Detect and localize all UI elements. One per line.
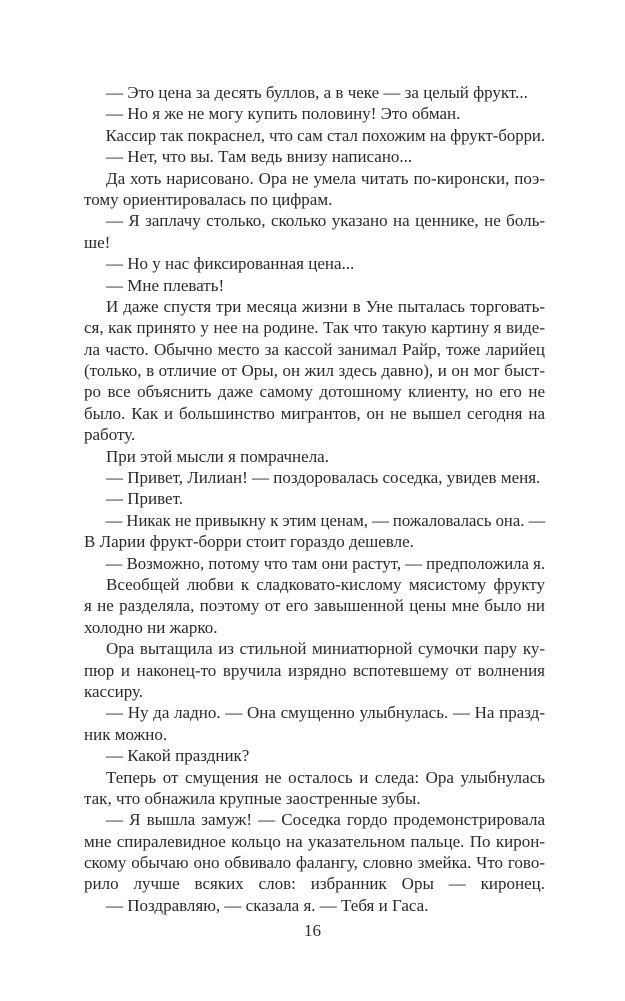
text-line: мне спиралевидное кольцо на указательном пальце. По кирон- [84,831,545,851]
text-line: — Я заплачу столько, сколько указано на ценнике, не боль- [106,211,545,231]
text-line: Всеобщей любви к сладковато-кислому мясистому фрукту [106,574,545,594]
text-line: Ора вытащила из стильной миниатюрной сумочки пару ку- [106,639,545,659]
text-line: — Привет. [106,489,183,509]
page-number: 16 [304,921,321,940]
text-line: — Поздравляю, — сказала я. — Тебя и Гаса. [106,895,429,915]
text-line: — Никак не привыкну к этим ценам, — пожаловалась она. — [105,510,546,530]
text-line: В Ларии фрукт-борри стоит гораздо дешевле. [84,532,414,552]
text-line: рило лучше всяких слов: избранник Оры — киронец. [84,874,545,894]
text-line: Кассир так покраснел, что сам стал похожим на фрукт-борри. [105,125,546,145]
text-line: Теперь от смущения не осталось и следа: Ора улыбнулась [106,767,545,787]
text-line: ла часто. Обычно место за кассой занимал Райр, тоже ларийец [84,339,545,359]
text-line: холодно ни жарко. [84,617,218,637]
text-line: ше! [84,232,111,252]
text-line: кассиру. [84,681,144,701]
text-line: — Возможно, потому что там они растут, — предположила я. [105,553,546,573]
book-page-text [84,82,545,916]
text-line: ро все объяснить даже самому дотошному клиенту, но его не [84,382,545,402]
text-line: При этой мысли я помрачнела. [106,446,329,466]
text-line: — Нет, что вы. Там ведь внизу написано... [106,147,413,167]
text-line: пюр и наконец-то вручила изрядно вспотевшему от волнения [84,660,545,680]
text-line: — Привет, Лилиан! — поздоровалась соседка, увидев меня. [106,468,541,488]
text-line: — Это цена за десять буллов, а в чеке — за целый фрукт... [106,83,528,102]
text-line: работу. [84,425,136,445]
text-line: — Мне плевать! [106,275,225,295]
text-line: (только, в отличие от Оры, он жил здесь давно), и он мог быст- [84,361,545,381]
text-line: — Какой праздник? [106,746,250,766]
text-line: — Я вышла замуж! — Соседка гордо продемонстрировала [106,810,545,830]
text-line: — Но у нас фиксированная цена... [106,254,355,274]
text-line: — Но я же не могу купить половину! Это обман. [106,104,461,124]
text-line: так, что обнажила крупные заостренные зубы. [84,788,421,808]
text-line: я не разделяла, поэтому от его завышенной цены мне было ни [84,596,545,616]
text-line: тому ориентировалась по цифрам. [84,189,333,209]
text-line: было. Как и большинство мигрантов, он не вышел сегодня на [84,403,545,423]
text-line: скому обычаю оно обвивало фалангу, словно змейка. Что гово- [84,853,545,873]
text-line: ник можно. [84,724,168,744]
text-line: — Ну да ладно. — Она смущенно улыбнулась. — На празд- [106,703,545,723]
text-line: Да хоть нарисовано. Ора не умела читать по-киронски, поэ- [106,168,545,188]
text-line: И даже спустя три месяца жизни в Уне пыталась торговать- [106,296,545,316]
text-line: ся, как принято у нее на родине. Так что такую картину я виде- [84,318,545,338]
